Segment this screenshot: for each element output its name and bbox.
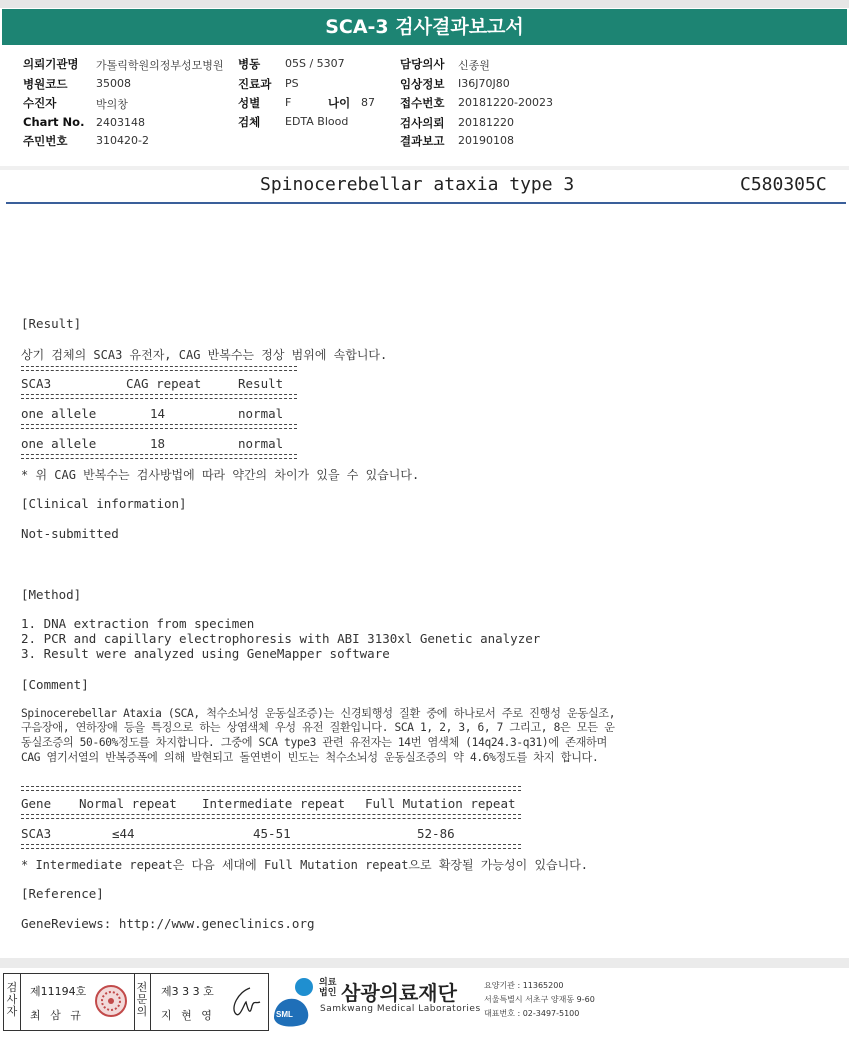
patient-header bbox=[0, 48, 849, 166]
gene-row-full: 52-86 bbox=[417, 826, 455, 841]
gene-row-gene: SCA3 bbox=[21, 826, 52, 841]
method-item-3: 3. Result were analyzed using GeneMapper software bbox=[21, 646, 390, 661]
comment-line-3: 동실조증의 50-60%정도를 차지합니다. 그중에 SCA type3 관련 유전자는 14번 염색체 (14q24.3-q31)에 존재하며 bbox=[21, 736, 607, 749]
result-row-rule bbox=[21, 424, 297, 429]
gene-note: * Intermediate repeat은 다음 세대에 Full Mutation repeat으로 확장될 가능성이 있습니다. bbox=[21, 858, 589, 872]
org-type-label: 의료 법인 bbox=[319, 978, 337, 998]
org-registration: 요양기관 : 11365200 bbox=[484, 981, 564, 990]
result-col-result: Result bbox=[238, 376, 284, 391]
gene-col-intermediate: Intermediate repeat bbox=[202, 796, 345, 811]
gene-row-intermediate: 45-51 bbox=[253, 826, 291, 841]
result-summary: 상기 검체의 SCA3 유전자, CAG 반복수는 정상 범위에 속합니다. bbox=[21, 348, 388, 362]
value-id-no: 310420-2 bbox=[96, 134, 149, 147]
reference-text: GeneReviews: http://www.geneclinics.org bbox=[21, 916, 315, 931]
specialist-vertical-label: 전 문 의 bbox=[136, 981, 148, 1018]
gene-table-top-rule bbox=[21, 786, 521, 791]
subtitle-underline bbox=[6, 202, 846, 204]
label-patient: 수진자 bbox=[23, 96, 57, 110]
lab-vertical-label: 검 사 자 bbox=[6, 981, 18, 1018]
value-request-date: 20181220 bbox=[458, 116, 514, 129]
result-row2-allele: one allele bbox=[21, 436, 97, 451]
label-report-date: 결과보고 bbox=[400, 134, 445, 148]
result-row1-allele: one allele bbox=[21, 406, 97, 421]
gene-header-rule bbox=[21, 814, 521, 819]
value-report-date: 20190108 bbox=[458, 134, 514, 147]
result-header-rule bbox=[21, 394, 297, 399]
result-note: * 위 CAG 반복수는 검사방법에 따라 약간의 차이가 있을 수 있습니다. bbox=[21, 468, 420, 482]
svg-text:SML: SML bbox=[276, 1010, 293, 1019]
label-age: 나이 bbox=[328, 96, 351, 110]
top-strip bbox=[0, 0, 849, 8]
gene-row-normal: ≤44 bbox=[112, 826, 135, 841]
label-ward: 병동 bbox=[238, 57, 261, 71]
result-row2-result: normal bbox=[238, 436, 284, 451]
comment-line-2: 구음장애, 연하장애 등을 특징으로 하는 상염색체 우성 유전 질환입니다. SCA 1, 2, 3, 6, 7 그리고, 8은 모든 운 bbox=[21, 721, 615, 734]
signature-box bbox=[3, 973, 269, 1031]
label-doctor: 담당의사 bbox=[400, 57, 445, 71]
result-row1-result: normal bbox=[238, 406, 284, 421]
comment-line-1: Spinocerebellar Ataxia (SCA, 척수소뇌성 운동실조증)는 신경퇴행성 질환 중에 하나로서 주로 진행성 운동실조, bbox=[21, 707, 616, 720]
sml-logo-icon bbox=[268, 974, 318, 1028]
result-col-cag: CAG repeat bbox=[126, 376, 202, 391]
specialist-license-no: 제3 3 3 호 bbox=[161, 985, 214, 998]
result-heading: [Result] bbox=[21, 316, 82, 331]
result-bottom-rule bbox=[21, 454, 297, 459]
comment-line-4: CAG 염기서열의 반복증폭에 의해 발현되고 돌연변이 빈도는 척수소뇌성 운동실조증의 약 4.6%정도를 차지 합니다. bbox=[21, 751, 599, 764]
value-dept: PS bbox=[285, 77, 299, 90]
value-specimen: EDTA Blood bbox=[285, 115, 349, 128]
label-receipt-no: 접수번호 bbox=[400, 96, 445, 110]
official-seal-icon bbox=[94, 984, 128, 1018]
method-heading: [Method] bbox=[21, 587, 82, 602]
gene-col-full: Full Mutation repeat bbox=[365, 796, 516, 811]
result-row2-repeat: 18 bbox=[150, 436, 166, 451]
result-row1-repeat: 14 bbox=[150, 406, 166, 421]
gene-bottom-rule bbox=[21, 844, 521, 849]
method-item-2: 2. PCR and capillary electrophoresis with ABI 3130xl Genetic analyzer bbox=[21, 631, 541, 646]
specialist-name: 지 현 영 bbox=[161, 1009, 215, 1022]
header-divider bbox=[0, 166, 849, 170]
value-patient: 박의창 bbox=[96, 98, 128, 111]
method-item-1: 1. DNA extraction from specimen bbox=[21, 616, 255, 631]
label-request-date: 검사의뢰 bbox=[400, 116, 445, 130]
reference-heading: [Reference] bbox=[21, 886, 104, 901]
lab-person-name: 최 삼 규 bbox=[30, 1009, 84, 1022]
label-specimen: 검체 bbox=[238, 115, 261, 129]
value-clinical-info: I36J70J80 bbox=[458, 77, 510, 90]
result-col-sca3: SCA3 bbox=[21, 376, 52, 391]
value-doctor: 신종원 bbox=[458, 59, 490, 72]
label-dept: 진료과 bbox=[238, 77, 272, 91]
label-sex: 성별 bbox=[238, 96, 261, 110]
clinical-text: Not-submitted bbox=[21, 526, 119, 541]
org-phone: 대표번호 : 02-3497-5100 bbox=[484, 1009, 580, 1018]
result-table-top-rule bbox=[21, 366, 297, 371]
label-hospital-code: 병원코드 bbox=[23, 77, 68, 91]
value-sex: F bbox=[285, 96, 292, 109]
label-chart-no: Chart No. bbox=[23, 115, 85, 129]
value-ward: 05S / 5307 bbox=[285, 57, 345, 70]
value-institution: 가톨릭학원의정부성모병원 bbox=[96, 59, 224, 72]
org-name: 삼광의료재단 bbox=[341, 981, 457, 1005]
value-chart-no: 2403148 bbox=[96, 116, 145, 129]
label-institution: 의뢰기관명 bbox=[23, 57, 79, 71]
value-receipt-no: 20181220-20023 bbox=[458, 96, 553, 109]
clinical-heading: [Clinical information] bbox=[21, 496, 187, 511]
test-code: C580305C bbox=[740, 174, 827, 195]
comment-heading: [Comment] bbox=[21, 677, 89, 692]
org-address: 서울특별시 서초구 양재동 9-60 bbox=[484, 995, 595, 1004]
report-title: SCA-3 검사결과보고서 bbox=[2, 9, 847, 45]
lab-license-no: 제11194호 bbox=[30, 985, 87, 998]
footer-strip bbox=[0, 958, 849, 968]
test-name: Spinocerebellar ataxia type 3 bbox=[260, 174, 575, 195]
org-english-name: Samkwang Medical Laboratories bbox=[320, 1004, 481, 1014]
label-clinical-info: 임상정보 bbox=[400, 77, 445, 91]
handwritten-signature-icon bbox=[224, 982, 264, 1022]
value-hospital-code: 35008 bbox=[96, 77, 131, 90]
gene-col-gene: Gene bbox=[21, 796, 52, 811]
gene-col-normal: Normal repeat bbox=[79, 796, 177, 811]
value-age: 87 bbox=[361, 96, 375, 109]
label-id-no: 주민번호 bbox=[23, 134, 68, 148]
